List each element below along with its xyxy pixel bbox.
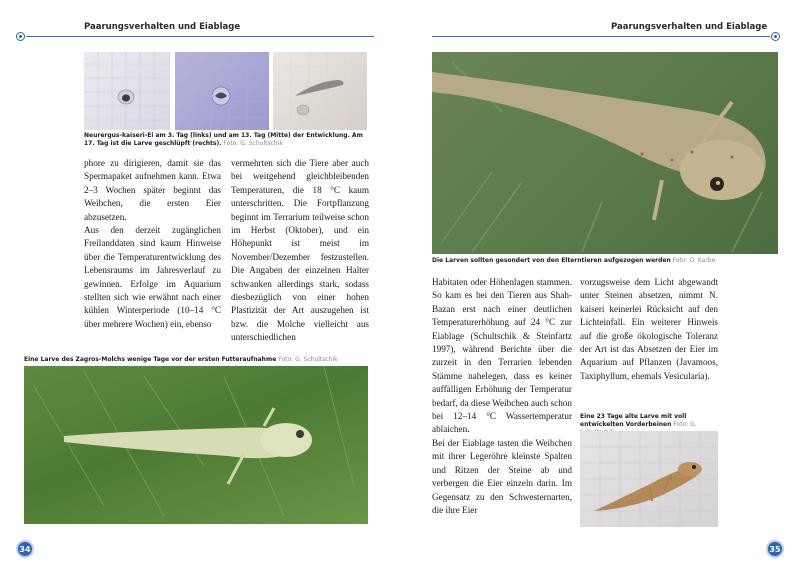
photo-credit: Foto: O. Karbe — [672, 257, 716, 264]
paragraph: Bei der Eiablage tasten die Weibchen mit ihrer Legeröhre kleinste Spalten und Ritzen der Steine ab und verbergen die Eier einzeln darin. Im Gegensatz zu den Schwesternarten, die ihre Eier — [432, 437, 572, 515]
egg-day3-icon — [84, 52, 170, 130]
newt-larva-icon — [24, 366, 368, 524]
hatched-larva-icon — [273, 52, 367, 130]
egg-photo-day3 — [84, 52, 170, 130]
page-number-right: 35 — [766, 540, 784, 558]
figure1-caption-right — [432, 257, 778, 265]
larva-23days-icon — [580, 431, 718, 527]
header-bullet-icon — [771, 32, 780, 41]
egg-day13-icon — [175, 52, 269, 130]
header-bullet-icon — [16, 32, 25, 41]
left-text-column-2 — [231, 157, 369, 345]
larva-photo-tank — [432, 52, 778, 254]
caption-text: Eine Larve des Zagros-Molchs wenige Tage vor der ersten Futteraufnahme — [24, 356, 277, 363]
paragraph: Habitaten oder Höhenlagen stammen. So kam es bei den Tieren aus Shah-Bazan erst nach einer deutlichen Temperaturerhöhung auf 24 °C zur Eiablage (Schultschik & Steinfartz 1997), während Berichte über die zurzeit in den Terrarien lebenden Stämme nahelegen, dass es keiner auffälligen Erhöhung der Temperatur bedarf, da diese Weibchen auch schon bei 12–14 °C Wassertemperatur ablaichen. — [432, 277, 572, 435]
larva-closeup-icon — [432, 52, 778, 254]
photo-credit: Foto: G. Schultschik — [223, 140, 283, 147]
paragraph: phore zu dirigieren, damit sie das Spermapaket aufnehmen kann. Etwa 2–3 Wochen später beginnt das Weibchen, die ersten Eier abzusetzen. — [84, 158, 221, 222]
header-rule — [26, 36, 374, 37]
caption-text: Eine 23 Tage alte Larve mit voll entwickelten Vorderbeinen — [580, 413, 687, 428]
photo-credit: Foto: G. Schultschik — [278, 356, 338, 363]
larva-photo-23days — [580, 431, 718, 527]
egg-photo-day13 — [175, 52, 269, 130]
larva-photo-day17 — [273, 52, 367, 130]
right-text-column-1 — [432, 276, 572, 517]
left-text-column-1 — [84, 157, 221, 331]
paragraph: Aus den derzeit zugänglichen Freilanddaten sind kaum Hinweise über die Temperaturentwicklung des Lebensraums im Jahresverlauf zu gewinnen. Erfolge im Aquarium stellten sich wie erwähnt nach einer kühlen Winterperiode (10–14 °C über mehrere Wochen) ein, ebenso — [84, 225, 221, 329]
paragraph: vermehrten sich die Tiere aber auch bei weitgehend gleichbleibenden Temperaturen, die 18 °C kaum unterschritten. Die Fortpflanzung beginnt im Terrarium teilweise schon im Herbst (Oktober), und ein Höhepunkt ist meist im November/Dezember festzustellen. Die Angaben der einzelnen Halter schwanken allerdings stark, sodass diesbezüglich von einer hohen Plastizität der Art auszugehen ist bzw. die Molche vielleicht aus unterschiedlichen — [231, 158, 369, 343]
figure1-caption-left — [84, 132, 370, 148]
header-rule — [432, 36, 770, 37]
caption-text: Die Larven sollten gesondert von den Elterntieren aufgezogen werden — [432, 257, 671, 264]
caption-text: Neurergus-kaiseri-Ei am 3. Tag (links) und am 13. Tag (Mitte) der Entwicklung. Am 17. Tag ist die Larve geschlüpft (rechts). — [84, 132, 363, 147]
running-header-left: Paarungsverhalten und Eiablage — [84, 22, 241, 32]
running-header-right: Paarungsverhalten und Eiablage — [611, 22, 768, 32]
page-number-left: 34 — [16, 540, 34, 558]
paragraph: vorzugsweise dem Licht abgewandt unter Steinen absetzen, nimmt N. kaiseri keinerlei Rücksicht auf den Lichteinfall. Ein weiterer Hinweis auf die große ökologische Toleranz der Art ist das Absetzen der Eier im Aquarium auf Pflanzen (Javamoos, Taxiphyllum, ehemals Vesicularia). — [580, 277, 718, 381]
figure2-caption-left — [24, 356, 374, 364]
right-text-column-2 — [580, 276, 718, 383]
right-page — [400, 0, 800, 564]
photo-credit: Foto: G. — [673, 421, 697, 428]
larva-photo-zagros — [24, 366, 368, 524]
